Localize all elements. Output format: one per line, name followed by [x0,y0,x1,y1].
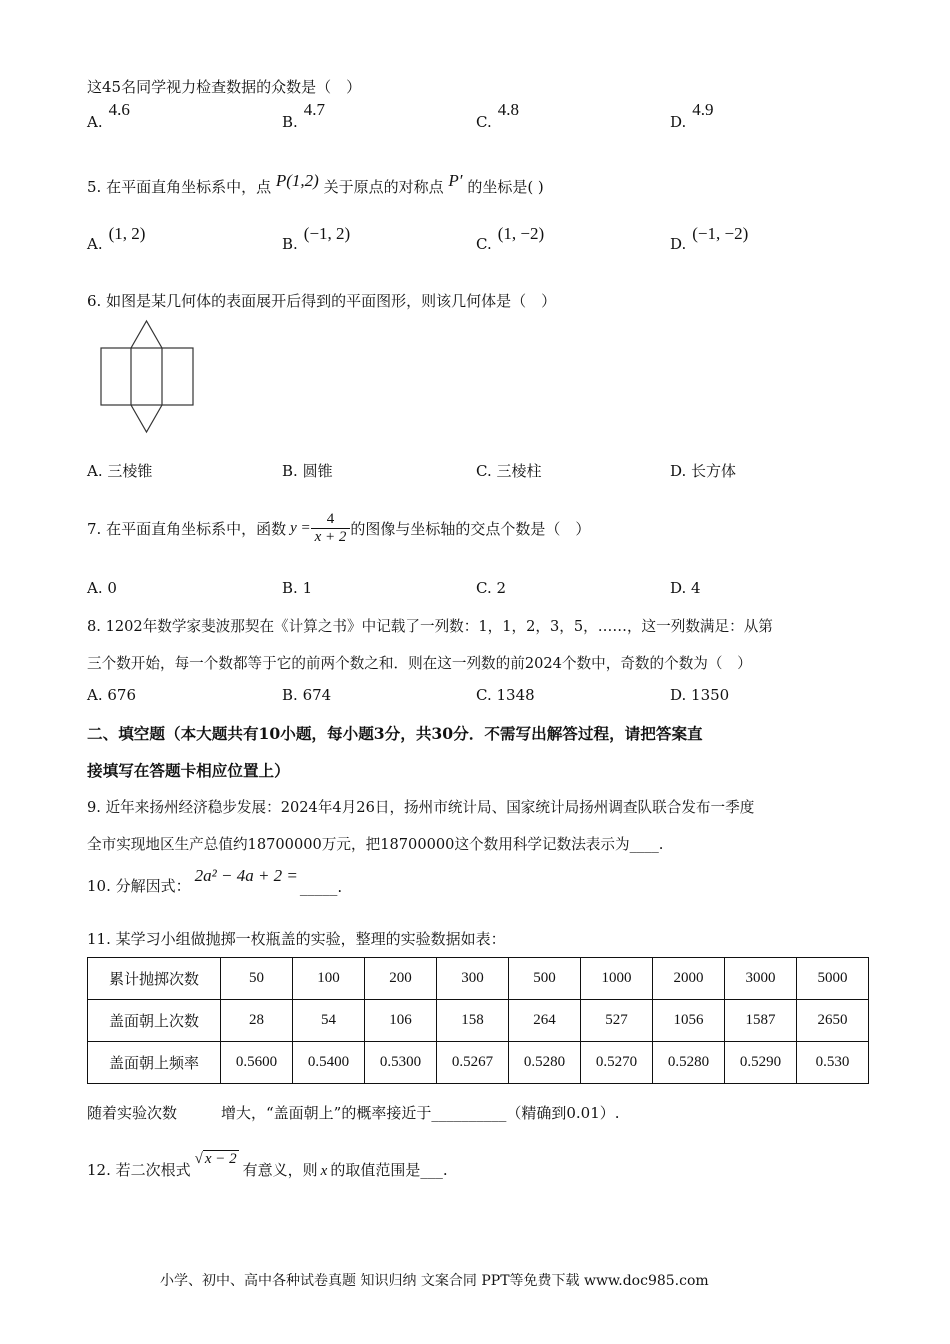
q6-option-b: B. 圆锥 [282,462,333,480]
q8-option-a: A. 676 [87,686,137,704]
table-row [88,1042,869,1084]
table-header-cell: 盖面朝上频率 [88,1042,221,1084]
q4-option-a: A.4.6 [87,100,130,131]
table-cell: 0.5267 [437,1042,509,1084]
q12-square-root: √ x − 2 [194,1151,237,1167]
q7-func-lhs: y = [290,519,311,536]
q10-expression: 2a² − 4a + 2 = [194,866,298,885]
q5-option-c: C.(1, −2) [476,224,545,253]
q4-stem: 这45名同学视力检查数据的众数是（ ） [87,78,362,96]
q4-option-c: C.4.8 [476,100,519,131]
table-cell: 1000 [581,958,653,1000]
table-cell: 106 [365,1000,437,1042]
q7-option-a: A. 0 [87,579,117,597]
q8-option-c: C. 1348 [476,686,535,704]
q5-option-b: B.(−1, 2) [282,224,351,253]
q12-stem: 12. 若二次根式 √ x − 2 有意义，则 x 的取值范围是___. [87,1151,448,1179]
table-cell: 200 [365,958,437,1000]
q7-fraction: $\frac{4}{x + 2}$ [311,511,351,546]
table-cell: 3000 [725,958,797,1000]
q7-stem: 7. 在平面直角坐标系中，函数 y = $\frac{4}{x + 2}$ 的图像与坐标轴的交点个数是（ ） [87,510,591,545]
net-bottom-triangle [131,405,162,432]
q5-stem: 5. 在平面直角坐标系中，点 P(1,2) 关于原点的对称点 P′ 的坐标是( ) [87,171,544,196]
table-header-cell: 累计抛掷次数 [88,958,221,1000]
table-cell: 1056 [653,1000,725,1042]
q10-stem: 10. 分解因式： 2a² − 4a + 2 = _____. [87,866,343,896]
section-2-heading-line-2: 接填写在答题卡相应位置上） [87,761,290,780]
q4-option-b: B.4.7 [282,100,326,131]
q5-option-a: A.(1, 2) [87,224,146,253]
table-cell: 0.5300 [365,1042,437,1084]
net-rectangle-strip [101,348,193,405]
table-cell: 0.5400 [293,1042,365,1084]
table-cell: 5000 [797,958,869,1000]
q5-option-d: D.(−1, −2) [670,224,749,253]
table-cell: 28 [221,1000,293,1042]
table-cell: 300 [437,958,509,1000]
q7-option-c: C. 2 [476,579,507,597]
q6-option-c: C. 三棱柱 [476,462,542,480]
table-row [88,958,869,1000]
section-2-heading-line-1: 二、填空题（本大题共有10小题，每小题3分，共30分．不需写出解答过程，请把答案直 [87,724,703,743]
q4-option-d: D.4.9 [670,100,714,131]
table-header-cell: 盖面朝上次数 [88,1000,221,1042]
q6-stem: 6. 如图是某几何体的表面展开后得到的平面图形，则该几何体是（ ） [87,292,557,310]
q7-option-b: B. 1 [282,579,313,597]
table-cell: 0.5290 [725,1042,797,1084]
table-cell: 158 [437,1000,509,1042]
table-cell: 500 [509,958,581,1000]
q6-option-d: D. 长方体 [670,462,737,480]
table-cell: 527 [581,1000,653,1042]
table-cell: 54 [293,1000,365,1042]
table-cell: 0.5600 [221,1042,293,1084]
table-cell: 2000 [653,958,725,1000]
table-cell: 0.5270 [581,1042,653,1084]
q6-option-a: A. 三棱锥 [87,462,153,480]
q5-point-prime: P′ [448,171,463,190]
q9-line-1: 9. 近年来扬州经济稳步发展：2024年4月26日，扬州市统计局、国家统计局扬州调查队联合发布一季度 [87,799,755,816]
table-cell: 100 [293,958,365,1000]
page-footer: 小学、初中、高中各种试卷真题 知识归纳 文案合同 PPT等免费下载 www.doc985.com [160,1273,709,1289]
table-cell: 2650 [797,1000,869,1042]
prism-net-figure [98,318,196,436]
table-cell: 1587 [725,1000,797,1042]
table-cell: 0.5280 [653,1042,725,1084]
q8-line-1: 8. 1202年数学家斐波那契在《计算之书》中记载了一列数：1，1，2，3，5，……，这一列数满足：从第 [87,618,773,635]
q11-after-text: 随着实验次数 增大，“盖面朝上”的概率接近于__________（精确到0.01）. [87,1104,620,1122]
table-cell: 50 [221,958,293,1000]
q8-option-d: D. 1350 [670,686,730,704]
q5-point: P(1,2) [275,171,319,190]
table-cell: 0.5280 [509,1042,581,1084]
q8-line-2: 三个数开始，每一个数都等于它的前两个数之和．则在这一列数的前2024个数中，奇数的个数为（ ） [87,655,752,672]
net-top-triangle [131,321,162,348]
table-cell: 0.530 [797,1042,869,1084]
q8-option-b: B. 674 [282,686,332,704]
table-row [88,1000,869,1042]
experiment-table [87,957,869,1084]
table-cell: 264 [509,1000,581,1042]
q11-stem: 11. 某学习小组做抛掷一枚瓶盖的实验，整理的实验数据如表： [87,930,506,948]
q7-option-d: D. 4 [670,579,701,597]
q9-line-2: 全市实现地区生产总值约18700000万元，把18700000这个数用科学记数法表示为____. [87,836,664,853]
